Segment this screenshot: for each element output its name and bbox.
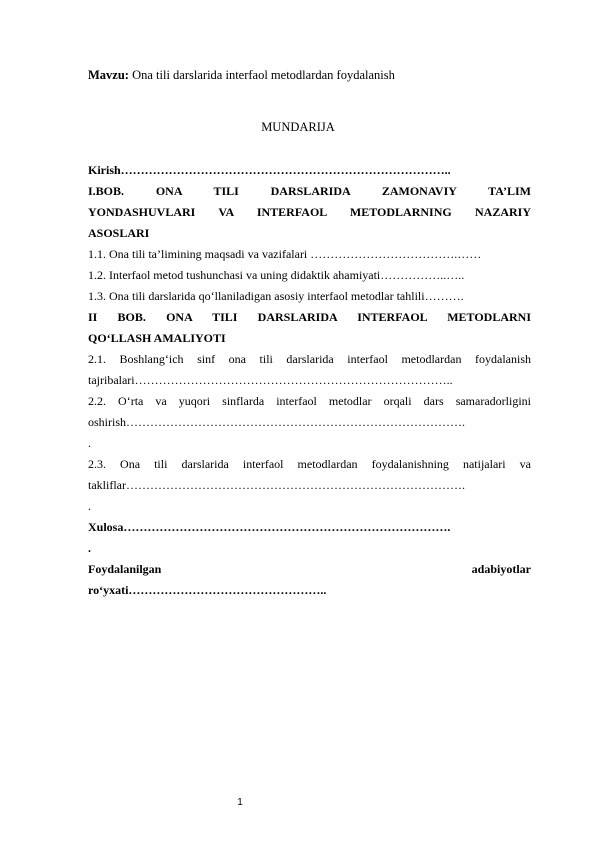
toc-chapter-2-line-2[interactable]: QO‘LLASH AMALIYOTI xyxy=(88,331,226,345)
toc-item-xulosa[interactable]: Xulosa………………………………………………………………………. xyxy=(88,520,451,534)
toc-adab-word-1: Foydalanilgan xyxy=(88,562,162,576)
toc-section-2-3-line-1[interactable]: 2.3. Ona tili darslarida interfaol metodlardan foydalanishning natijalari va xyxy=(88,457,531,471)
toc-section-1-2[interactable]: 1.2. Interfaol metod tushunchasi va uning didaktik ahamiyati……………..….. xyxy=(88,268,465,282)
toc-section-2-1-line-1[interactable]: 2.1. Boshlang‘ich sinf ona tili darslarida interfaol metodlardan foydalanish xyxy=(88,352,531,366)
toc-chapter-1-line-3[interactable]: ASOSLARI xyxy=(88,226,150,240)
page-number: 1 xyxy=(237,797,243,808)
toc-adab-word-2: adabiyotlar xyxy=(471,562,531,576)
toc-section-2-3-line-3: . xyxy=(88,499,91,513)
table-of-contents xyxy=(88,160,531,601)
toc-chapter-1-line-2[interactable]: YONDASHUVLARI VA INTERFAOL METODLARNING NAZARIY xyxy=(88,205,531,219)
toc-item-adabiyotlar-line-2[interactable]: ro‘yxati………………………………………….. xyxy=(88,583,327,597)
toc-section-1-1[interactable]: 1.1. Ona tili ta’limining maqsadi va vazifalari ……………………………….…… xyxy=(88,247,482,261)
toc-item-xulosa-cont: . xyxy=(88,541,91,555)
topic-label: Mavzu: xyxy=(88,68,129,82)
toc-section-2-3-line-2[interactable]: takliflar…………………………………………………………………………. xyxy=(88,478,465,492)
toc-section-2-2-line-3: . xyxy=(88,436,91,450)
toc-item-adabiyotlar-line-1[interactable] xyxy=(88,559,531,580)
toc-section-1-3[interactable]: 1.3. Ona tili darslarida qo‘llaniladigan asosiy interfaol metodlar tahlili………. xyxy=(88,289,464,303)
topic-text: Ona tili darslarida interfaol metodlardan foydalanish xyxy=(128,68,395,82)
toc-chapter-1-line-1[interactable]: I.BOB. ONA TILI DARSLARIDA ZAMONAVIY TA’LIM xyxy=(88,184,531,198)
toc-item-kirish[interactable]: Kirish……………………………………………………………………….. xyxy=(88,163,451,177)
toc-section-2-1-line-2[interactable]: tajribalari…………………………………………………………………….. xyxy=(88,373,453,387)
toc-chapter-2-line-1[interactable]: II BOB. ONA TILI DARSLARIDA INTERFAOL METODLARNI xyxy=(88,310,531,324)
toc-section-2-2-line-1[interactable]: 2.2. O‘rta va yuqori sinflarda interfaol metodlar orqali dars samaradorligini xyxy=(88,394,531,408)
topic-line xyxy=(88,68,395,83)
toc-section-2-2-line-2[interactable]: oshirish…………………………………………………………………………. xyxy=(88,415,466,429)
page-title: MUNDARIJA xyxy=(261,120,335,134)
